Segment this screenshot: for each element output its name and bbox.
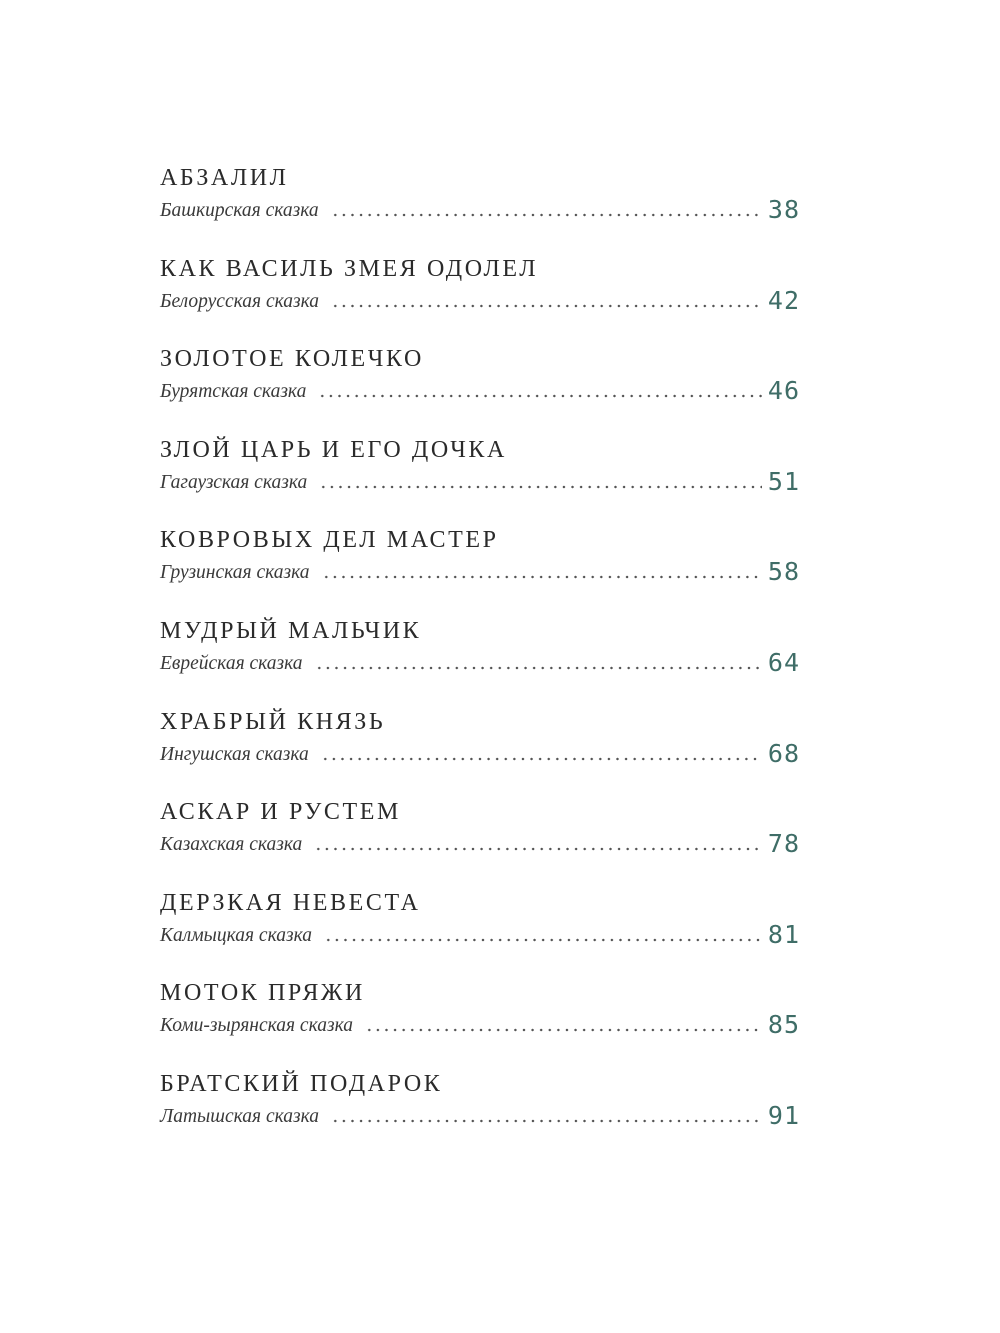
story-origin: Латышская сказка <box>160 1105 319 1127</box>
toc-entry <box>160 344 800 435</box>
page-number: 85 <box>767 1010 800 1040</box>
story-title: АБЗАЛИЛ <box>160 165 289 191</box>
dot-leader <box>314 846 762 852</box>
toc-line <box>160 285 800 315</box>
toc-line <box>160 828 800 858</box>
dot-leader <box>318 393 762 399</box>
toc-entry <box>160 616 800 707</box>
story-title: ХРАБРЫЙ КНЯЗЬ <box>160 708 386 735</box>
table-of-contents <box>160 163 800 1160</box>
toc-line <box>160 738 800 768</box>
toc-line <box>160 194 800 224</box>
toc-line <box>160 919 800 949</box>
story-title: МУДРЫЙ МАЛЬЧИК <box>160 617 422 644</box>
story-origin: Гагаузская сказка <box>160 471 308 493</box>
story-origin: Грузинская сказка <box>160 562 310 584</box>
toc-line <box>160 466 800 496</box>
toc-line <box>160 556 800 586</box>
dot-leader <box>331 303 762 309</box>
page-number: 78 <box>767 829 800 859</box>
toc-entry <box>160 707 800 798</box>
dot-leader <box>331 212 762 218</box>
story-title: КОВРОВЫХ ДЕЛ МАСТЕР <box>160 527 499 554</box>
toc-entry <box>160 1069 800 1160</box>
toc-entry <box>160 254 800 345</box>
story-origin: Калмыцкая сказка <box>160 924 312 946</box>
story-origin: Башкирская сказка <box>160 200 319 221</box>
page-number: 68 <box>767 738 800 768</box>
dot-leader <box>365 1027 762 1033</box>
story-title: АСКАР И РУСТЕМ <box>160 799 401 826</box>
dot-leader <box>322 574 763 580</box>
story-title: ЗЛОЙ ЦАРЬ И ЕГО ДОЧКА <box>160 436 507 463</box>
toc-entry <box>160 525 800 616</box>
toc-line <box>160 375 800 405</box>
page-number: 51 <box>767 466 800 496</box>
toc-entry <box>160 978 800 1069</box>
dot-leader <box>315 665 762 671</box>
story-origin: Бурятская сказка <box>160 381 307 403</box>
story-title: ЗОЛОТОЕ КОЛЕЧКО <box>160 346 424 373</box>
story-origin: Казахская сказка <box>160 834 303 856</box>
page-number: 58 <box>767 557 800 587</box>
page-number: 64 <box>767 647 800 677</box>
toc-line <box>160 1009 800 1039</box>
page-number: 46 <box>767 376 800 406</box>
dot-leader <box>321 756 762 762</box>
dot-leader <box>319 484 762 490</box>
toc-entry <box>160 435 800 526</box>
story-origin: Белорусская сказка <box>160 290 319 312</box>
dot-leader <box>331 1118 762 1124</box>
page-number: 81 <box>767 919 800 949</box>
toc-line <box>160 647 800 677</box>
story-origin: Ингушская сказка <box>160 743 309 765</box>
story-title: КАК ВАСИЛЬ ЗМЕЯ ОДОЛЕЛ <box>160 255 539 282</box>
page-number: 38 <box>767 195 800 224</box>
toc-entry <box>160 163 800 254</box>
story-origin: Еврейская сказка <box>160 652 303 674</box>
story-title: ДЕРЗКАЯ НЕВЕСТА <box>160 889 421 916</box>
toc-line <box>160 1100 800 1130</box>
page-number: 91 <box>767 1100 800 1130</box>
toc-entry <box>160 888 800 979</box>
story-title: МОТОК ПРЯЖИ <box>160 980 365 1007</box>
story-origin: Коми-зырянская сказка <box>160 1015 353 1037</box>
dot-leader <box>324 937 762 943</box>
toc-entry <box>160 797 800 888</box>
story-title: БРАТСКИЙ ПОДАРОК <box>160 1070 443 1097</box>
page-number: 42 <box>767 285 800 315</box>
